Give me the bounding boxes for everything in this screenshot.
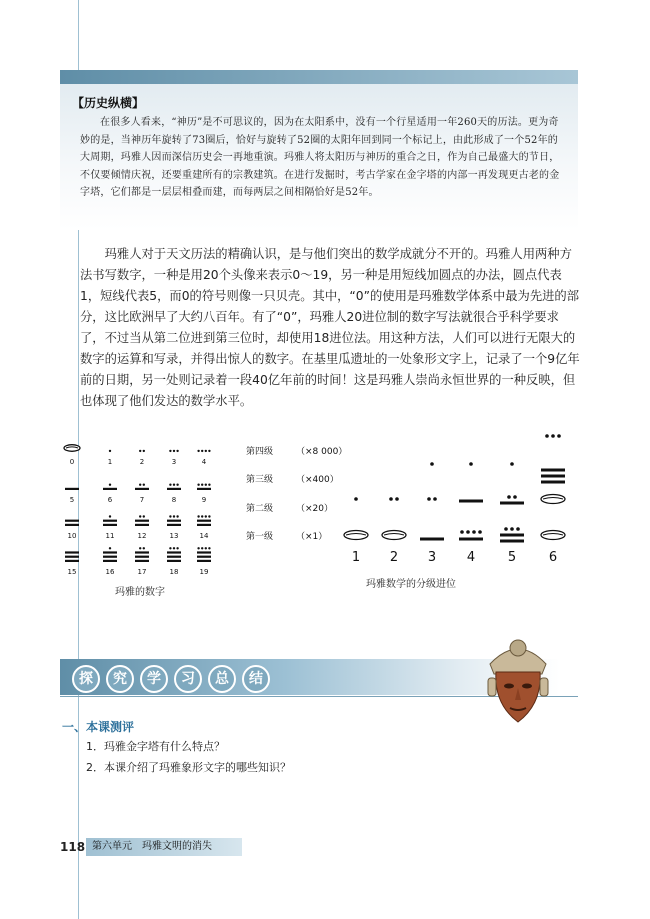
dot-glyph [557, 434, 561, 438]
maya-numeral [64, 445, 80, 452]
maya-numeral [169, 450, 179, 452]
dot-glyph [460, 530, 464, 534]
bar-glyph [197, 520, 211, 522]
bar-glyph [135, 560, 149, 562]
level-name: 第二级 [246, 504, 274, 514]
bar-glyph [65, 520, 79, 522]
maya-numeral [135, 547, 149, 562]
dot-glyph [169, 547, 171, 549]
dot-glyph [109, 450, 111, 452]
bar-glyph [103, 551, 117, 553]
bar-glyph [459, 500, 483, 503]
maya-numeral [197, 515, 211, 526]
bar-glyph [541, 469, 565, 472]
dot-glyph [197, 547, 199, 549]
bar-glyph [459, 538, 483, 541]
dot-glyph [109, 547, 111, 549]
maya-numerals-caption: 玛雅的数字 [115, 587, 165, 598]
dot-glyph [173, 515, 175, 517]
numeral-label: 3 [171, 458, 177, 466]
unit-label: 第六单元 玛雅文明的消失 [86, 838, 242, 856]
maya-numeral [197, 484, 211, 491]
maya-numeral [65, 520, 79, 526]
bar-glyph [541, 481, 565, 484]
numeral-label: 7 [139, 496, 145, 504]
maya-numeral [103, 484, 117, 491]
numeral-label: 6 [107, 496, 113, 504]
dot-glyph [173, 450, 175, 452]
dot-glyph [395, 497, 399, 501]
bar-glyph [197, 488, 211, 490]
bar-glyph [103, 524, 117, 526]
level-multiplier: （×400） [296, 475, 339, 485]
maya-numeral [197, 450, 210, 452]
dot-glyph [478, 530, 482, 534]
section-title-char: 学 [140, 665, 168, 693]
dot-glyph [143, 450, 145, 452]
dot-glyph [169, 450, 171, 452]
dot-glyph [510, 462, 514, 466]
dot-glyph [201, 515, 203, 517]
dot-glyph [208, 547, 210, 549]
numeral-label: 14 [199, 532, 209, 540]
dot-glyph [197, 515, 199, 517]
bar-glyph [167, 488, 181, 490]
maya-head-illustration [480, 634, 556, 726]
maya-numeral [135, 484, 149, 491]
numeral-label: 10 [67, 532, 77, 540]
bar-glyph [65, 524, 79, 526]
numeral-label: 8 [171, 496, 177, 504]
maya-numeral [65, 551, 79, 562]
maya-numeral [139, 450, 145, 452]
dot-glyph [545, 434, 549, 438]
maya-numeral [65, 488, 79, 490]
dot-glyph [176, 484, 178, 486]
column-number: 2 [389, 550, 399, 565]
dot-glyph [513, 495, 517, 499]
section-title-char: 习 [174, 665, 202, 693]
section-title [72, 665, 270, 693]
dot-glyph [173, 484, 175, 486]
dot-glyph [109, 515, 111, 517]
dot-glyph [173, 547, 175, 549]
dot-glyph [109, 484, 111, 486]
page-footer [60, 836, 240, 858]
dot-glyph [427, 497, 431, 501]
numeral-label: 16 [105, 568, 115, 576]
section-title-char: 探 [72, 665, 100, 693]
dot-glyph [143, 515, 145, 517]
level-name: 第四级 [246, 447, 274, 457]
numeral-label: 12 [137, 532, 147, 540]
bar-glyph [500, 540, 524, 543]
dot-glyph [469, 462, 473, 466]
maya-numeral [167, 515, 181, 526]
column-number: 6 [548, 550, 558, 565]
level-multiplier: （×1） [296, 532, 328, 542]
dot-glyph [466, 530, 470, 534]
maya-numerals-figure [58, 432, 228, 602]
numeral-label: 18 [169, 568, 179, 576]
dot-glyph [389, 497, 393, 501]
dot-glyph [176, 547, 178, 549]
numeral-label: 4 [201, 458, 207, 466]
level-multiplier: （×8 000） [296, 447, 348, 457]
dot-glyph [516, 527, 520, 531]
maya-numeral [197, 547, 211, 562]
column-number: 3 [427, 550, 437, 565]
bar-glyph [135, 488, 149, 490]
column-number: 1 [351, 550, 361, 565]
bar-glyph [197, 551, 211, 553]
numeral-label: 1 [107, 458, 113, 466]
bar-glyph [197, 560, 211, 562]
numeral-label: 9 [201, 496, 207, 504]
section-heading: 一、本课测评 [62, 720, 135, 734]
dot-glyph [139, 547, 141, 549]
bar-glyph [65, 556, 79, 558]
bar-glyph [167, 520, 181, 522]
column-number: 4 [466, 550, 476, 565]
bar-glyph [135, 551, 149, 553]
dot-glyph [143, 484, 145, 486]
dot-glyph [430, 462, 434, 466]
body-paragraph: 玛雅人对于天文历法的精确认识，是与他们突出的数学成就分不开的。玛雅人用两种方法书写数字，一种是用20个头像来表示0～19，另一种是用短线加圆点的办法，圆点代表1，短线代表5，而0的符号则像一只贝壳。其中，“0”的使用是玛雅数学体系中最为先进的部分，这比欧洲早了大约八百年。有了“0”，玛雅人20进位制的数字写法就很合乎科学要求了，不过当从第二位进到第三位时，却使用18进位法。用这种方法，人们可以进行无限大的数字的运算和写录，并得出惊人的数字。在基里瓜遗址的一处象形文字上，记录了一个9亿年前的日期，另一处则记录着一段40亿年前的时间！这是玛雅人崇尚永恒世界的一种反映，但也体现了他们发达的数学水平。 [80, 247, 580, 408]
numeral-label: 0 [69, 458, 75, 466]
level-name: 第一级 [246, 532, 274, 542]
bar-glyph [197, 524, 211, 526]
dot-glyph [139, 515, 141, 517]
dot-glyph [551, 434, 555, 438]
dot-glyph [510, 527, 514, 531]
question-item: 1．玛雅金字塔有什么特点？ [86, 740, 225, 753]
bar-glyph [541, 475, 565, 478]
dot-glyph [169, 484, 171, 486]
maya-levels-caption: 玛雅数学的分级进位 [366, 579, 456, 590]
dot-glyph [472, 530, 476, 534]
bar-glyph [103, 488, 117, 490]
dot-glyph [197, 450, 199, 452]
bar-glyph [103, 560, 117, 562]
section-title-char: 究 [106, 665, 134, 693]
dot-glyph [139, 484, 141, 486]
history-box-header-bar [60, 70, 578, 84]
dot-glyph [139, 450, 141, 452]
level-name: 第三级 [246, 475, 274, 485]
dot-glyph [504, 527, 508, 531]
bar-glyph [103, 556, 117, 558]
bar-glyph [500, 502, 524, 505]
maya-numeral [103, 515, 117, 526]
dot-glyph [208, 484, 210, 486]
bar-glyph [135, 556, 149, 558]
bar-glyph [167, 551, 181, 553]
bar-glyph [103, 520, 117, 522]
page-number: 118 [60, 840, 86, 854]
bar-glyph [135, 520, 149, 522]
dot-glyph [143, 547, 145, 549]
bar-glyph [167, 556, 181, 558]
dot-glyph [205, 515, 207, 517]
column-number: 5 [507, 550, 517, 565]
question-item: 2．本课介绍了玛雅象形文字的哪些知识？ [86, 761, 291, 774]
bar-glyph [167, 560, 181, 562]
numeral-label: 17 [137, 568, 147, 576]
bar-glyph [197, 556, 211, 558]
section-title-char: 总 [208, 665, 236, 693]
maya-numeral [103, 547, 117, 562]
bar-glyph [65, 488, 79, 490]
history-box-title: 【历史纵横】 [72, 96, 145, 110]
history-box-text: 在很多人看来，“神历”是不可思议的，因为在太阳系中，没有一个行星适用一年260天的历法。更为奇妙的是，当神历年旋转了73圈后，恰好与旋转了52圈的太阳年回到同一个标记上，由此形成了一个52年的大周期，玛雅人因而深信历史会一再地重演。玛雅人将太阳历与神历的重合之日，作为自己最盛大的节日，不仅要倾情庆祝，还要重建所有的宗教建筑。在进行发掘时，考古学家在金字塔的内部一再发现更古老的金字塔，它们都是一层层相叠而建，而每两层之间相隔恰好是52年。 [80, 117, 560, 198]
numeral-label: 5 [69, 496, 75, 504]
dot-glyph [208, 450, 210, 452]
numeral-label: 2 [139, 458, 145, 466]
dot-glyph [354, 497, 358, 501]
bar-glyph [167, 524, 181, 526]
dot-glyph [205, 484, 207, 486]
level-multiplier: （×20） [296, 504, 333, 514]
dot-glyph [507, 495, 511, 499]
dot-glyph [205, 450, 207, 452]
numeral-label: 15 [67, 568, 77, 576]
maya-numeral [167, 484, 181, 491]
bar-glyph [65, 560, 79, 562]
bar-glyph [135, 524, 149, 526]
dot-glyph [201, 450, 203, 452]
maya-numeral [167, 547, 181, 562]
maya-numeral [135, 515, 149, 526]
dot-glyph [433, 497, 437, 501]
dot-glyph [205, 547, 207, 549]
dot-glyph [176, 515, 178, 517]
dot-glyph [169, 515, 171, 517]
numeral-label: 19 [199, 568, 209, 576]
dot-glyph [176, 450, 178, 452]
maya-levels-figure [240, 428, 580, 578]
dot-glyph [208, 515, 210, 517]
bar-glyph [420, 538, 444, 541]
bar-glyph [500, 534, 524, 537]
numeral-label: 13 [169, 532, 179, 540]
dot-glyph [197, 484, 199, 486]
section-title-char: 结 [242, 665, 270, 693]
numeral-label: 11 [105, 532, 115, 540]
maya-numeral [109, 450, 111, 452]
dot-glyph [201, 547, 203, 549]
dot-glyph [201, 484, 203, 486]
bar-glyph [65, 551, 79, 553]
